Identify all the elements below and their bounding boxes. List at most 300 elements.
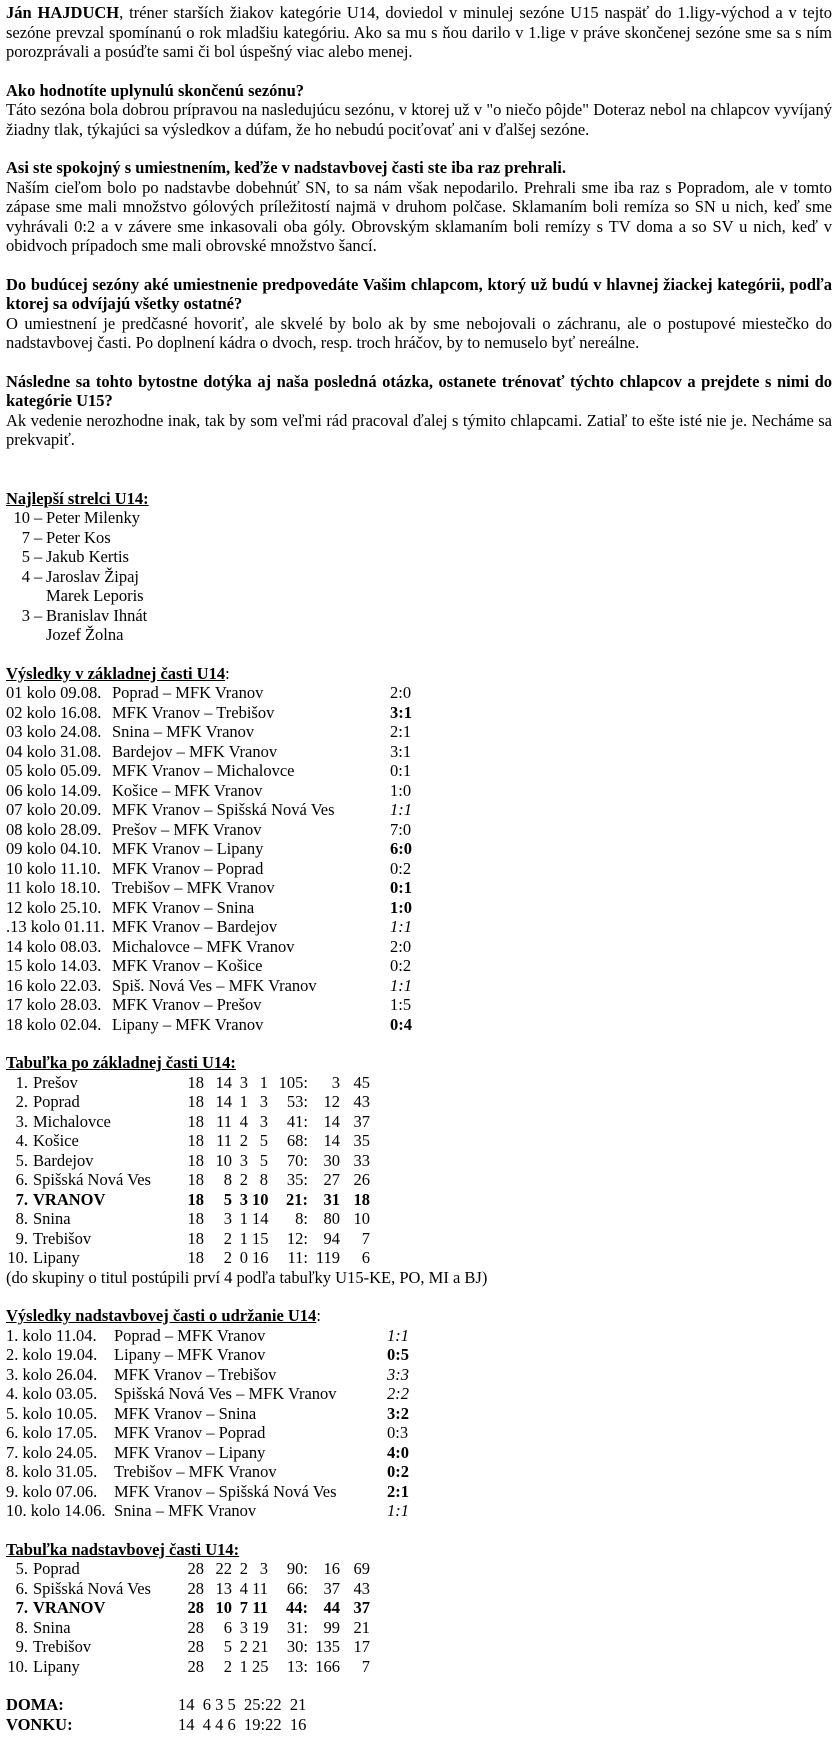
score: 6:0 xyxy=(390,839,412,858)
result-row xyxy=(6,820,832,840)
round-date: 05 kolo 05.09. xyxy=(6,761,102,780)
stat-cell: 11 xyxy=(216,1111,232,1131)
team: Michalovce xyxy=(33,1111,111,1131)
match: Prešov – MFK Vranov xyxy=(112,819,262,839)
stat-cell: 19 xyxy=(252,1617,269,1637)
team: Prešov xyxy=(33,1072,78,1092)
stat-cell: 3 xyxy=(259,1092,268,1111)
table-row xyxy=(6,1131,832,1151)
match: Lipany – MFK Vranov xyxy=(114,1345,266,1364)
result-row xyxy=(6,742,832,762)
result-row xyxy=(6,898,832,918)
table-row xyxy=(6,1151,832,1171)
round-date: 09 kolo 04.10. xyxy=(6,839,102,858)
scorer-goals: 5 xyxy=(21,547,30,566)
stat-cell: 53: xyxy=(286,1092,308,1111)
score: 0:1 xyxy=(390,878,412,897)
stat-cell: 35 xyxy=(353,1131,370,1150)
result-row xyxy=(6,1326,832,1346)
stat-cell: 3 xyxy=(239,1150,248,1170)
stat-cell: 18 xyxy=(187,1150,204,1170)
match: Lipany – MFK Vranov xyxy=(112,1014,264,1034)
result-row xyxy=(6,1404,832,1424)
rank: 10. xyxy=(7,1656,28,1676)
stat-cell: 18 xyxy=(187,1209,204,1228)
stat-cell: 7 xyxy=(361,1228,370,1248)
match: Bardejov – MFK Vranov xyxy=(112,741,278,761)
result-row xyxy=(6,1384,832,1404)
scorers-list xyxy=(6,508,832,645)
result-row xyxy=(6,703,832,723)
table-row xyxy=(6,1637,832,1657)
stat-cell: 14 xyxy=(215,1072,232,1092)
question: Do budúcej sezóny aké umiestnenie predpovedáte Vašim chlapcom, ktorý už budú v hlavnej žiackej kategórii, podľa ktorej sa odvíjajú všetky ostatné? xyxy=(6,274,832,313)
result-row xyxy=(6,995,832,1015)
stat-cell: 27 xyxy=(323,1170,340,1189)
match: Trebišov – MFK Vranov xyxy=(114,1462,277,1481)
score: 1:1 xyxy=(390,800,412,819)
score: 1:5 xyxy=(390,995,412,1014)
team: VRANOV xyxy=(33,1598,106,1617)
stat-cell: 28 xyxy=(187,1637,204,1656)
rank: 9. xyxy=(15,1637,28,1656)
stat-cell: 2 xyxy=(223,1656,232,1676)
round-date: .13 kolo 01.11. xyxy=(6,917,105,936)
rank: 4. xyxy=(15,1131,28,1150)
table-row xyxy=(6,1657,832,1677)
stat-cell: 14 xyxy=(215,1092,232,1111)
match: MFK Vranov – Trebišov xyxy=(112,702,275,722)
home-away-label: VONKU: xyxy=(6,1714,73,1734)
round-date: 6. kolo 17.05. xyxy=(6,1423,98,1442)
scorer-row xyxy=(6,625,832,645)
round-date: 18 kolo 02.04. xyxy=(6,1014,102,1034)
stat-cell: 43 xyxy=(353,1092,370,1111)
table-row xyxy=(6,1248,832,1268)
match: Michalovce – MFK Vranov xyxy=(112,936,295,956)
stat-cell: 11: xyxy=(287,1248,308,1267)
stat-cell: 3 xyxy=(259,1111,268,1131)
rank: 8. xyxy=(15,1617,28,1637)
score: 2:1 xyxy=(387,1481,409,1501)
stat-cell: 30 xyxy=(323,1150,340,1170)
scorer-goals: 10 xyxy=(13,508,30,527)
stat-cell: 6 xyxy=(361,1248,370,1267)
stat-cell: 2 xyxy=(239,1170,248,1189)
team: Snina xyxy=(33,1209,71,1228)
stat-cell: 18 xyxy=(187,1072,204,1092)
stat-cell: 3 xyxy=(239,1189,248,1209)
team: VRANOV xyxy=(33,1189,106,1209)
home-away-value: 14 6 3 5 25:22 21 xyxy=(178,1695,307,1714)
stat-cell: 16 xyxy=(323,1559,340,1578)
scorer-row xyxy=(6,508,832,528)
score: 0:2 xyxy=(390,956,412,975)
stat-cell: 90: xyxy=(286,1559,308,1578)
round-date: 5. kolo 10.05. xyxy=(6,1403,98,1423)
interview xyxy=(6,81,832,450)
rank: 3. xyxy=(15,1111,28,1131)
scorer-name: Jaroslav Žipaj xyxy=(46,566,140,586)
stat-cell: 28 xyxy=(187,1578,204,1598)
match: MFK Vranov – Trebišov xyxy=(114,1364,277,1384)
scorer-name: Peter Milenky xyxy=(46,508,140,527)
intro-text: , tréner starších žiakov kategórie U14, doviedol v minulej sezóne U15 naspäť do 1.ligy-východ a v tejto sezóne prevzal spomínanú o rok mladšiu kategóriu. Ako sa mu s ňou darilo v 1.lige v práve skončenej sezóne sme sa s ním porozprávali a posúďte sami či bol úspešný viac alebo menej. xyxy=(6,3,832,61)
match: MFK Vranov – Košice xyxy=(112,956,263,975)
stat-cell: 69 xyxy=(353,1559,370,1578)
round-date: 01 kolo 09.08. xyxy=(6,683,102,702)
score: 7:0 xyxy=(390,819,412,839)
table-row xyxy=(6,1209,832,1229)
scorer-goals: 4 xyxy=(21,566,30,586)
rank: 10. xyxy=(7,1248,28,1267)
answer: Ak vedenie nerozhodne inak, tak by som veľmi rád pracoval ďalej s týmito chlapcami. Zatiaľ to ešte isté nie je. Necháme sa prekvapiť. xyxy=(6,410,832,449)
stat-cell: 18 xyxy=(187,1092,204,1111)
stat-cell: 13: xyxy=(286,1656,308,1676)
scorer-name: Jakub Kertis xyxy=(46,547,129,566)
stat-cell: 105: xyxy=(278,1072,308,1092)
team: Poprad xyxy=(33,1092,80,1111)
stat-cell: 14 xyxy=(323,1111,340,1131)
stat-cell: 37 xyxy=(353,1598,370,1617)
stat-cell: 16 xyxy=(252,1248,269,1267)
dash: – xyxy=(34,566,43,586)
stat-cell: 5 xyxy=(223,1637,232,1656)
stat-cell: 11 xyxy=(252,1598,268,1617)
article xyxy=(6,3,832,1734)
match: MFK Vranov – Poprad xyxy=(114,1423,266,1442)
round-date: 03 kolo 24.08. xyxy=(6,722,102,741)
table-basic xyxy=(6,1073,832,1268)
result-row xyxy=(6,722,832,742)
intro-paragraph xyxy=(6,3,832,62)
round-date: 10. kolo 14.06. xyxy=(6,1501,106,1520)
round-date: 8. kolo 31.05. xyxy=(6,1462,98,1481)
stat-cell: 4 xyxy=(239,1111,248,1131)
result-row xyxy=(6,859,832,879)
results-basic-title: Výsledky v základnej časti U14: xyxy=(6,663,230,683)
round-date: 7. kolo 24.05. xyxy=(6,1442,98,1462)
stat-cell: 8 xyxy=(259,1170,268,1189)
stat-cell: 18 xyxy=(187,1170,204,1189)
score: 4:0 xyxy=(387,1442,409,1462)
stat-cell: 166 xyxy=(315,1656,340,1676)
stat-cell: 7 xyxy=(239,1598,248,1617)
round-date: 08 kolo 28.09. xyxy=(6,819,102,839)
stat-cell: 2 xyxy=(223,1228,232,1248)
result-row xyxy=(6,1482,832,1502)
stat-cell: 5 xyxy=(259,1131,268,1150)
round-date: 02 kolo 16.08. xyxy=(6,702,102,722)
stat-cell: 33 xyxy=(353,1150,370,1170)
dash: – xyxy=(34,508,43,527)
stat-cell: 37 xyxy=(353,1111,370,1131)
match: MFK Vranov – Lipany xyxy=(112,839,264,858)
stat-cell: 18 xyxy=(187,1228,204,1248)
stat-cell: 15 xyxy=(252,1228,269,1248)
stat-cell: 68: xyxy=(286,1131,308,1150)
stat-cell: 31 xyxy=(323,1189,340,1209)
result-row xyxy=(6,976,832,996)
stat-cell: 10 xyxy=(215,1598,232,1617)
stat-cell: 94 xyxy=(323,1228,340,1248)
match: Poprad – MFK Vranov xyxy=(112,683,264,702)
stat-cell: 7 xyxy=(361,1656,370,1676)
stat-cell: 12 xyxy=(323,1092,340,1111)
rank: 1. xyxy=(15,1072,28,1092)
result-row xyxy=(6,1365,832,1385)
team: Snina xyxy=(33,1617,71,1637)
stat-cell: 2 xyxy=(239,1559,248,1578)
table-row xyxy=(6,1598,832,1618)
result-row xyxy=(6,839,832,859)
rank: 6. xyxy=(15,1170,28,1189)
result-row xyxy=(6,937,832,957)
scorer-row xyxy=(6,528,832,548)
scorers-title: Najlepší strelci U14: xyxy=(6,488,149,508)
stat-cell: 28 xyxy=(187,1598,204,1617)
scorer-name: Branislav Ihnát xyxy=(46,605,148,625)
match: Košice – MFK Vranov xyxy=(112,780,263,800)
answer: Táto sezóna bola dobrou prípravou na nasledujúcu sezónu, v ktorej už v "o niečo pôjde" Doteraz nebol na chlapcov vyvíjaný žiadny tlak, týkajúci sa výsledkov a dúfam, že ho nebudú pociťovať ani v ďalšej sezóne. xyxy=(6,100,832,139)
stat-cell: 14 xyxy=(252,1209,269,1228)
match: Poprad – MFK Vranov xyxy=(114,1325,266,1345)
team: Trebišov xyxy=(33,1228,92,1248)
team: Spišská Nová Ves xyxy=(33,1170,151,1189)
round-date: 10 kolo 11.10. xyxy=(6,858,101,878)
match: MFK Vranov – Lipany xyxy=(114,1442,266,1462)
team: Lipany xyxy=(33,1248,80,1267)
round-date: 14 kolo 08.03. xyxy=(6,936,102,956)
rank: 8. xyxy=(15,1209,28,1228)
match: Spišská Nová Ves – MFK Vranov xyxy=(114,1384,337,1403)
dash: – xyxy=(34,605,43,625)
stat-cell: 2 xyxy=(223,1248,232,1267)
stat-cell: 18 xyxy=(187,1248,204,1267)
question: Asi ste spokojný s umiestnením, keďže v nadstavbovej časti ste iba raz prehrali. xyxy=(6,158,566,177)
stat-cell: 41: xyxy=(286,1111,308,1131)
score: 1:0 xyxy=(390,897,412,917)
scorer-row xyxy=(6,547,832,567)
match: Snina – MFK Vranov xyxy=(112,722,255,741)
result-row xyxy=(6,956,832,976)
score: 1:1 xyxy=(390,975,412,995)
scorer-row xyxy=(6,586,832,606)
home-away-row xyxy=(6,1715,832,1735)
stat-cell: 44: xyxy=(286,1598,308,1617)
stat-cell: 11 xyxy=(252,1578,268,1598)
stat-cell: 12: xyxy=(286,1228,308,1248)
question: Ako hodnotíte uplynulú skončenú sezónu? xyxy=(6,80,305,100)
result-row xyxy=(6,1501,832,1521)
score: 3:3 xyxy=(387,1364,409,1384)
match: MFK Vranov – Poprad xyxy=(112,858,264,878)
result-row xyxy=(6,683,832,703)
result-row xyxy=(6,1345,832,1365)
stat-cell: 3 xyxy=(259,1559,268,1578)
stat-cell: 6 xyxy=(223,1617,232,1637)
stat-cell: 11 xyxy=(216,1131,232,1150)
stat-cell: 22 xyxy=(215,1559,232,1578)
stat-cell: 10 xyxy=(353,1209,370,1228)
rank: 2. xyxy=(15,1092,28,1111)
stat-cell: 70: xyxy=(286,1150,308,1170)
stat-cell: 45 xyxy=(353,1072,370,1092)
stat-cell: 21 xyxy=(252,1637,269,1656)
score: 0:2 xyxy=(387,1462,409,1481)
result-row xyxy=(6,761,832,781)
score: 2:0 xyxy=(390,683,412,702)
score: 2:0 xyxy=(390,936,412,956)
stat-cell: 26 xyxy=(353,1170,370,1189)
result-row xyxy=(6,1423,832,1443)
team: Bardejov xyxy=(33,1150,94,1170)
table-row xyxy=(6,1618,832,1638)
round-date: 04 kolo 31.08. xyxy=(6,741,102,761)
scorer-goals: 7 xyxy=(21,527,30,547)
table-row xyxy=(6,1112,832,1132)
match: MFK Vranov – Spišská Nová Ves xyxy=(112,800,335,819)
match: Trebišov – MFK Vranov xyxy=(112,878,275,897)
home-away-label: DOMA: xyxy=(6,1695,64,1714)
stat-cell: 4 xyxy=(239,1578,248,1598)
match: MFK Vranov – Prešov xyxy=(112,995,262,1014)
score: 0:2 xyxy=(390,858,412,878)
round-date: 07 kolo 20.09. xyxy=(6,800,102,819)
stat-cell: 18 xyxy=(187,1111,204,1131)
round-date: 11 kolo 18.10. xyxy=(6,878,101,897)
answer: Naším cieľom bolo po nadstavbe dobehnúť SN, to sa nám však nepodarilo. Prehrali sme iba raz s Popradom, ale v tomto zápase sme mali množstvo gólových príležitostí najmä v druhom polčase. Sklamaním boli remíza so SN u nich, keď sme vyhrávali 0:2 a v závere sme inkasovali oba góly. Obrovským sklamaním boli remízy s TV doma a so SV u nich, keď v obidvoch prípadoch sme mali obrovské množstvo šancí. xyxy=(6,177,832,255)
score: 1:1 xyxy=(387,1501,409,1520)
table-row xyxy=(6,1170,832,1190)
stat-cell: 44 xyxy=(323,1598,340,1617)
stat-cell: 66: xyxy=(286,1578,308,1598)
stat-cell: 2 xyxy=(239,1637,248,1656)
round-date: 12 kolo 25.10. xyxy=(6,897,102,917)
round-date: 3. kolo 26.04. xyxy=(6,1364,98,1384)
stat-cell: 5 xyxy=(223,1189,232,1209)
stat-cell: 10 xyxy=(252,1189,269,1209)
stat-cell: 1 xyxy=(259,1072,268,1092)
table-row xyxy=(6,1579,832,1599)
home-away xyxy=(6,1695,832,1734)
stat-cell: 135 xyxy=(315,1637,340,1656)
score: 1:1 xyxy=(387,1325,409,1345)
score: 0:5 xyxy=(387,1345,409,1364)
result-row xyxy=(6,781,832,801)
team: Spišská Nová Ves xyxy=(33,1578,151,1598)
stat-cell: 10 xyxy=(215,1150,232,1170)
round-date: 16 kolo 22.03. xyxy=(6,975,102,995)
match: Snina – MFK Vranov xyxy=(114,1501,257,1520)
stat-cell: 28 xyxy=(187,1656,204,1676)
result-row xyxy=(6,1443,832,1463)
round-date: 1. kolo 11.04. xyxy=(6,1325,97,1345)
stat-cell: 1 xyxy=(239,1656,248,1676)
stat-cell: 35: xyxy=(286,1170,308,1189)
stat-cell: 28 xyxy=(187,1559,204,1578)
stat-cell: 43 xyxy=(353,1578,370,1598)
round-date: 15 kolo 14.03. xyxy=(6,956,102,975)
match: MFK Vranov – Snina xyxy=(114,1403,257,1423)
stat-cell: 37 xyxy=(323,1578,340,1598)
table-basic-title: Tabuľka po základnej časti U14: xyxy=(6,1053,236,1072)
match: Spiš. Nová Ves – MFK Vranov xyxy=(112,975,317,995)
dash: – xyxy=(34,547,43,566)
stat-cell: 119 xyxy=(315,1248,340,1267)
stat-cell: 8 xyxy=(223,1170,232,1189)
rank: 7. xyxy=(15,1189,28,1209)
stat-cell: 28 xyxy=(187,1617,204,1637)
stat-cell: 21: xyxy=(286,1189,308,1209)
scorer-name: Marek Leporis xyxy=(46,586,144,605)
question: Následne sa tohto bytostne dotýka aj naša posledná otázka, ostanete trénovať týchto chlapcov a prejdete s nimi do kategórie U15? xyxy=(6,371,832,410)
round-date: 9. kolo 07.06. xyxy=(6,1481,98,1501)
rank: 6. xyxy=(15,1578,28,1598)
table-playoff xyxy=(6,1559,832,1676)
stat-cell: 99 xyxy=(323,1617,340,1637)
team: Poprad xyxy=(33,1559,80,1578)
match: MFK Vranov – Bardejov xyxy=(112,917,278,936)
table-row xyxy=(6,1229,832,1249)
score: 0:3 xyxy=(387,1423,409,1442)
match: MFK Vranov – Michalovce xyxy=(112,761,295,780)
result-row xyxy=(6,1462,832,1482)
answer: O umiestnení je predčasné hovoriť, ale skvelé by bolo ak by sme nebojovali o záchranu, ale o postupové miestečko do nadstavbovej časti. Po doplnení kádra o dvoch, resp. troch hráčov, by to nemuselo byť nereálne. xyxy=(6,313,832,352)
stat-cell: 25 xyxy=(252,1656,269,1676)
stat-cell: 30: xyxy=(286,1637,308,1656)
rank: 5. xyxy=(15,1559,28,1578)
coach-name: Ján HAJDUCH xyxy=(6,3,120,22)
score: 3:1 xyxy=(390,702,412,722)
result-row xyxy=(6,1015,832,1035)
round-date: 17 kolo 28.03. xyxy=(6,995,102,1014)
scorer-row xyxy=(6,606,832,626)
stat-cell: 0 xyxy=(239,1248,248,1267)
score: 1:1 xyxy=(390,917,412,936)
home-away-value: 14 4 4 6 19:22 16 xyxy=(178,1714,307,1734)
stat-cell: 2 xyxy=(239,1131,248,1150)
stat-cell: 18 xyxy=(187,1131,204,1150)
stat-cell: 80 xyxy=(323,1209,340,1228)
stat-cell: 3 xyxy=(331,1072,340,1092)
table-row xyxy=(6,1092,832,1112)
scorer-name: Jozef Žolna xyxy=(46,625,124,644)
rank: 9. xyxy=(15,1228,28,1248)
table-playoff-title: Tabuľka nadstavbovej časti U14: xyxy=(6,1539,240,1559)
stat-cell: 31: xyxy=(286,1617,308,1637)
results-playoff-title: Výsledky nadstavbovej časti o udržanie U14: xyxy=(6,1306,321,1325)
rank: 5. xyxy=(15,1150,28,1170)
score: 0:4 xyxy=(390,1014,412,1034)
stat-cell: 18 xyxy=(187,1189,204,1209)
table-row xyxy=(6,1073,832,1093)
results-playoff-list xyxy=(6,1326,832,1521)
stat-cell: 21 xyxy=(353,1617,370,1637)
stat-cell: 8: xyxy=(295,1209,308,1228)
round-date: 06 kolo 14.09. xyxy=(6,780,102,800)
round-date: 2. kolo 19.04. xyxy=(6,1345,98,1364)
scorer-goals: 3 xyxy=(21,605,30,625)
score: 3:2 xyxy=(387,1403,409,1423)
table-row xyxy=(6,1190,832,1210)
stat-cell: 5 xyxy=(259,1150,268,1170)
score: 2:1 xyxy=(390,722,412,741)
match: MFK Vranov – Spišská Nová Ves xyxy=(114,1481,337,1501)
results-basic-list xyxy=(6,683,832,1034)
team: Košice xyxy=(33,1131,79,1150)
stat-cell: 3 xyxy=(239,1072,248,1092)
